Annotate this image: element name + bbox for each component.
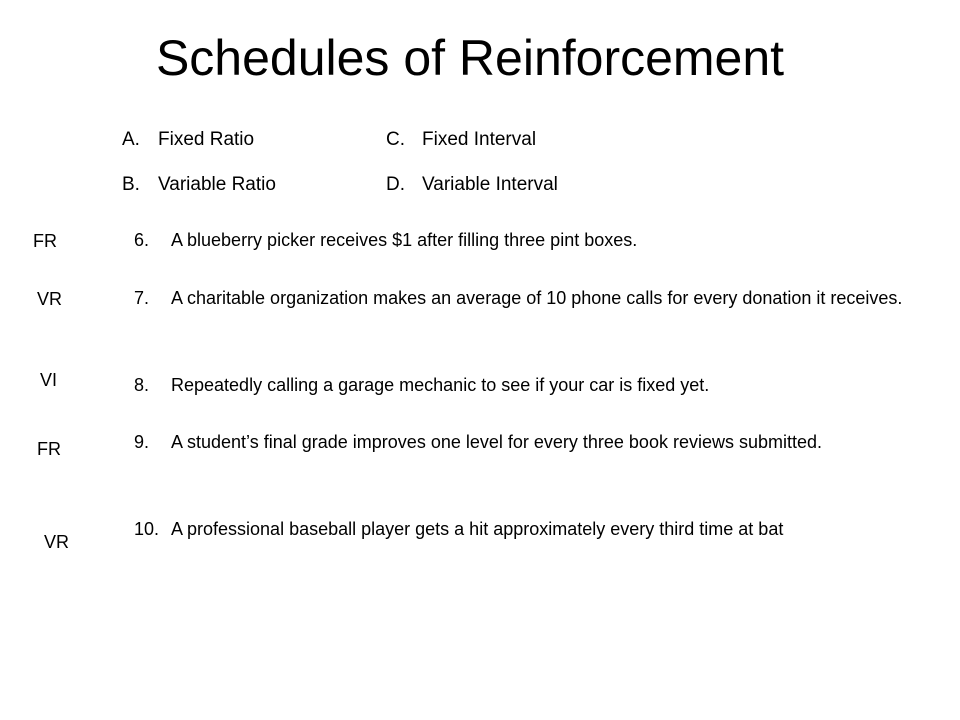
option-label: Variable Ratio bbox=[158, 174, 276, 195]
question-10 bbox=[134, 515, 914, 544]
question-text: A blueberry picker receives $1 after filling three pint boxes. bbox=[171, 230, 638, 250]
option-letter: C. bbox=[386, 129, 405, 150]
question-text: Repeatedly calling a garage mechanic to see if your car is fixed yet. bbox=[171, 375, 710, 395]
option-letter: B. bbox=[122, 174, 140, 195]
answer-7: VR bbox=[37, 289, 63, 309]
question-number: 8. bbox=[134, 375, 150, 395]
answer-6: FR bbox=[33, 231, 57, 251]
question-number: 9. bbox=[134, 432, 150, 452]
option-letter: D. bbox=[386, 174, 405, 195]
answer-9: FR bbox=[37, 439, 61, 459]
question-text: A charitable organization makes an average of 10 phone calls for every donation it receives. bbox=[171, 288, 903, 308]
answer-10: VR bbox=[44, 532, 70, 552]
option-label: Fixed Ratio bbox=[158, 129, 255, 150]
option-letter: A. bbox=[122, 129, 140, 150]
question-7 bbox=[134, 284, 914, 313]
question-number: 7. bbox=[134, 288, 150, 308]
question-number: 6. bbox=[134, 230, 150, 250]
option-label: Variable Interval bbox=[422, 174, 558, 195]
question-8 bbox=[134, 371, 914, 400]
question-number: 10. bbox=[134, 519, 160, 539]
question-text: A professional baseball player gets a hit approximately every third time at bat bbox=[171, 519, 784, 539]
question-6 bbox=[134, 226, 914, 255]
question-9 bbox=[134, 428, 914, 457]
answer-8: VI bbox=[40, 370, 58, 390]
question-text: A student’s final grade improves one level for every three book reviews submitted. bbox=[171, 432, 823, 452]
slide-title: Schedules of Reinforcement bbox=[155, 30, 785, 86]
option-label: Fixed Interval bbox=[422, 129, 537, 150]
